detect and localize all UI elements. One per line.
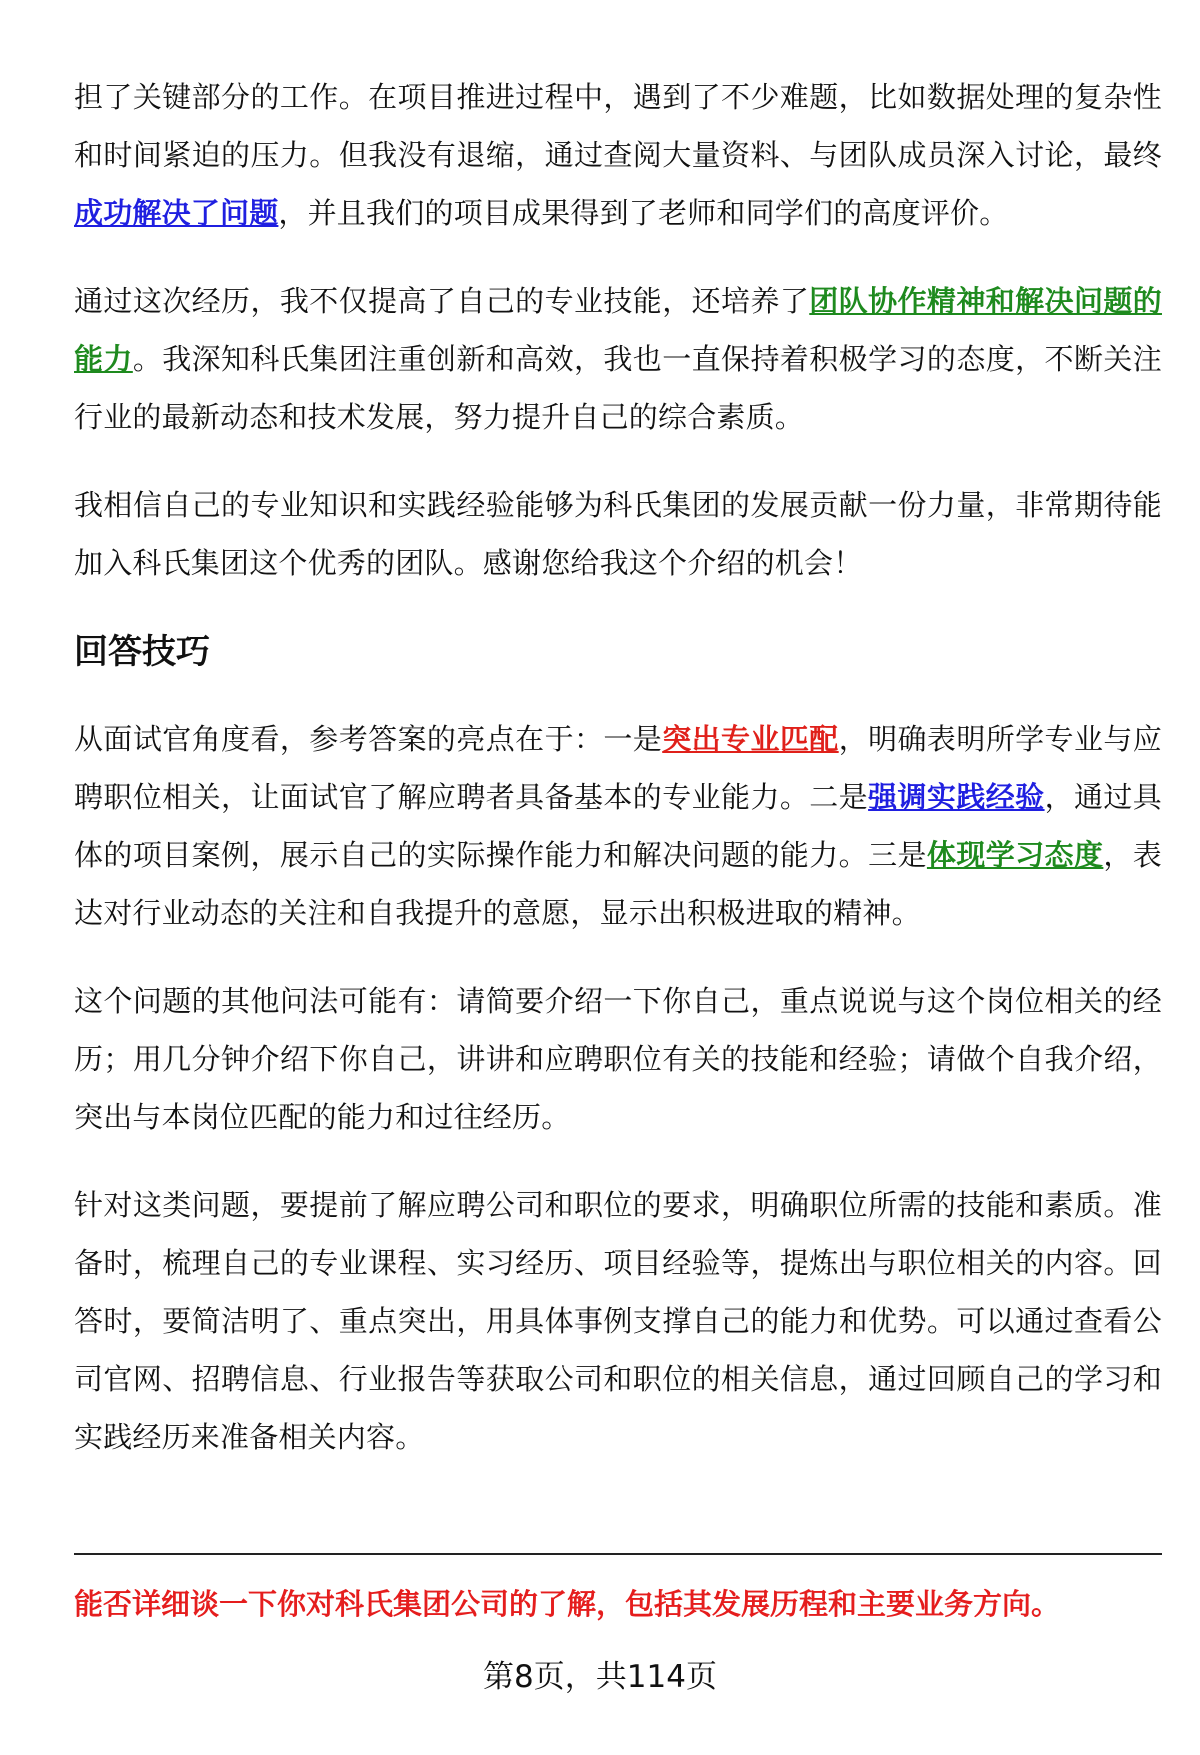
text-run: 这个问题的其他问法可能有：请简要介绍一下你自己，重点说说与这个岗位相关的经历；用几分钟介绍下你自己，讲讲和应聘职位有关的技能和经验；请做个自我介绍，突出与本岗位匹配的能力和过往经历。 [74, 984, 1162, 1134]
next-question: 能否详细谈一下你对科氏集团公司的了解，包括其发展历程和主要业务方向。 [74, 1587, 1061, 1621]
text-run: 担了关键部分的工作。在项目推进过程中，遇到了不少难题，比如数据处理的复杂性和时间紧迫的压力。但我没有退缩，通过查阅大量资料、与团队成员深入讨论，最终 [74, 80, 1162, 172]
highlight-text: 体现学习态度 [926, 838, 1104, 872]
highlight-text: 成功解决了问题 [74, 196, 279, 230]
page-footer: 第8页，共114页 [483, 1659, 717, 1695]
text-run: ，通过具体的项目案例，展示自己的实际操作能力和解决问题的能力。三是 [74, 780, 1162, 872]
tips-paragraphs [74, 710, 1162, 1466]
highlight-text: 突出专业匹配 [662, 722, 839, 756]
text-run: ，并且我们的项目成果得到了老师和同学们的高度评价。 [278, 196, 1009, 230]
text-run: ，表达对行业动态的关注和自我提升的意愿，显示出积极进取的精神。 [74, 838, 1162, 930]
paragraph [74, 68, 1162, 242]
text-run: ，明确表明所学专业与应聘职位相关，让面试官了解应聘者具备基本的专业能力。二是 [74, 722, 1162, 814]
paragraph [74, 710, 1162, 942]
paragraph [74, 476, 1162, 592]
text-run: 。我深知科氏集团注重创新和高效，我也一直保持着积极学习的态度，不断关注行业的最新动态和技术发展，努力提升自己的综合素质。 [74, 342, 1162, 434]
text-run: 针对这类问题，要提前了解应聘公司和职位的要求，明确职位所需的技能和素质。准备时，梳理自己的专业课程、实习经历、项目经验等，提炼出与职位相关的内容。回答时，要简洁明了、重点突出，用具体事例支撑自己的能力和优势。可以通过查看公司官网、招聘信息、行业报告等获取公司和职位的相关信息，通过回顾自己的学习和实践经历来准备相关内容。 [74, 1188, 1162, 1454]
paragraph [74, 972, 1162, 1146]
paragraph [74, 272, 1162, 446]
document-body [74, 68, 1162, 1496]
paragraph [74, 1176, 1162, 1466]
divider [74, 1553, 1162, 1555]
text-run: 通过这次经历，我不仅提高了自己的专业技能，还培养了 [74, 284, 810, 318]
highlight-text: 强调实践经验 [868, 780, 1045, 814]
highlight-text: 团队协作精神和解决问题的能力 [74, 284, 1162, 376]
text-run: 从面试官角度看，参考答案的亮点在于：一是 [74, 722, 663, 756]
text-run: 我相信自己的专业知识和实践经验能够为科氏集团的发展贡献一份力量，非常期待能加入科氏集团这个优秀的团队。感谢您给我这个介绍的机会！ [74, 488, 1162, 580]
section-title: 回答技巧 [74, 632, 210, 672]
answer-paragraphs [74, 68, 1162, 592]
